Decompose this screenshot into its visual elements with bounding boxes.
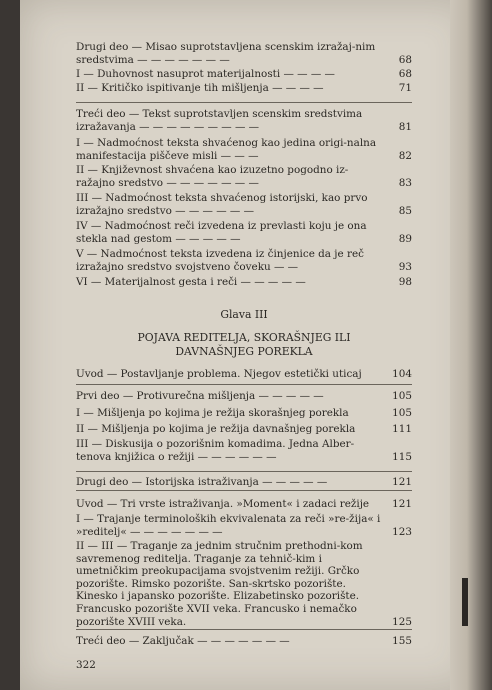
toc-entry-page: 81 bbox=[398, 120, 412, 133]
chapter-title-line-2: DAVNAŠNJEG POREKLA bbox=[175, 345, 313, 358]
toc-entry-page: 121 bbox=[392, 476, 412, 488]
toc-entry bbox=[76, 635, 412, 648]
toc-entry bbox=[76, 248, 412, 273]
toc-entry-page: 115 bbox=[392, 450, 412, 463]
chapter-title-line-1: POJAVA REDITELJA, SKORAŠNJEG ILI bbox=[137, 331, 351, 344]
toc-entry-page: 123 bbox=[392, 525, 412, 538]
toc-entry-text: I — Nadmoćnost teksta shvaćenog kao jedina origi-nalna manifestacija piščeve misli — — — bbox=[76, 137, 377, 162]
toc-entry bbox=[76, 438, 412, 463]
chapter-label: Glava III bbox=[220, 308, 268, 321]
toc-entry-page: 68 bbox=[398, 53, 412, 66]
section-divider bbox=[76, 384, 412, 385]
toc-entry-text: III — Nadmoćnost teksta shvaćenog istorijski, kao prvo izražajno sredstvo — — — — — — bbox=[76, 192, 368, 217]
toc-entry-text: Drugi deo — Misao suprotstavljena scenskim izražaj-nim sredstvima — — — — — — — bbox=[76, 41, 376, 66]
toc-entry-text: I — Duhovnost nasuprot materijalnosti — — — — bbox=[76, 68, 335, 80]
spine-mark bbox=[462, 578, 468, 626]
toc-entry-page: 125 bbox=[392, 615, 412, 628]
section-divider bbox=[76, 629, 412, 630]
toc-entry-page: 82 bbox=[398, 149, 412, 162]
toc-entry bbox=[76, 276, 412, 289]
toc-entry bbox=[76, 390, 412, 403]
toc-entry bbox=[76, 513, 412, 538]
toc-entry bbox=[76, 137, 412, 162]
toc-entry-text: I — Mišljenja po kojima je režija skorašnjeg porekla bbox=[76, 407, 349, 419]
toc-entry-text: I — Trajanje terminoloških ekvivalenata za reči »re-žija« i »reditelj« — — — — — — — bbox=[76, 513, 381, 538]
toc-entry-text: VI — Materijalnost gesta i reči — — — — — bbox=[76, 276, 306, 288]
toc-entry-page: 71 bbox=[398, 82, 412, 94]
toc-entry-page: 105 bbox=[392, 390, 412, 402]
toc-entry-page: 89 bbox=[398, 232, 412, 245]
toc-entry-text: Drugi deo — Istorijska istraživanja — — — — — bbox=[76, 476, 328, 488]
toc-entry bbox=[76, 82, 412, 95]
toc-entry-text: II — Književnost shvaćena kao izuzetno pogodno iz-ražajno sredstvo — — — — — — — bbox=[76, 164, 349, 189]
toc-entry bbox=[76, 423, 412, 436]
book-spine bbox=[450, 0, 492, 690]
toc-entry-page: 68 bbox=[398, 68, 412, 80]
toc-entry-text: Treći deo — Tekst suprotstavljen scenskim sredstvima izražavanja — — — — — — — — — bbox=[76, 108, 363, 133]
toc-entry-text: II — Mišljenja po kojima je režija davnašnjeg porekla bbox=[76, 423, 356, 435]
page-number: 322 bbox=[76, 659, 96, 671]
toc-entry-text: II — Kritičko ispitivanje tih mišljenja — — — — bbox=[76, 82, 324, 94]
section-divider bbox=[76, 471, 412, 472]
toc-entry-page: 104 bbox=[392, 368, 412, 380]
toc-entry bbox=[76, 407, 412, 420]
toc-entry-text: Uvod — Postavljanje problema. Njegov estetički uticaj bbox=[76, 368, 362, 380]
toc-entry-page: 83 bbox=[398, 176, 412, 189]
toc-entry-text: V — Nadmoćnost teksta izvedena iz činjenice da je reč izražajno sredstvo svojstveno čoveku — — bbox=[76, 248, 364, 273]
toc-entry-text: III — Diskusija o pozorišnim komadima. Jedna Alber-tenova knjižica o režiji — — — — — — bbox=[76, 438, 355, 463]
toc-entry bbox=[76, 68, 412, 81]
toc-entry-page: 93 bbox=[398, 260, 412, 273]
toc-entry-page: 155 bbox=[392, 635, 412, 647]
toc-entry bbox=[76, 368, 412, 381]
toc-entry-page: 105 bbox=[392, 407, 412, 419]
toc-entry bbox=[76, 498, 412, 511]
toc-entry bbox=[76, 108, 412, 133]
section-divider bbox=[76, 490, 412, 491]
toc-entry-text: IV — Nadmoćnost reči izvedena iz prevlasti koju je ona stekla nad gestom — — — — — bbox=[76, 220, 367, 245]
toc-entry bbox=[76, 164, 412, 189]
toc-entry bbox=[76, 192, 412, 217]
toc-entry-page: 121 bbox=[392, 498, 412, 510]
toc-entry-page: 111 bbox=[392, 423, 412, 435]
toc-entry bbox=[76, 220, 412, 245]
toc-entry-page: 98 bbox=[398, 276, 412, 288]
toc-entry-text: II — III — Traganje za jednim stručnim prethodni-kom savremenog reditelja. Traganje za tehnič-kim i umetničkim preokupacijama svojstvenim režiji. Grčko pozorište. Rimsko pozorište. San-skrtsko pozorište. Kinesko i japansko pozorište. Elizabetinsko pozorište. Francusko pozorište XVII veka. Francusko i nemačko pozorište XVIII veka. bbox=[76, 540, 363, 628]
toc-entry bbox=[76, 41, 412, 66]
section-divider bbox=[76, 102, 412, 103]
toc-entry bbox=[76, 476, 412, 489]
toc-entry-text: Prvi deo — Protivurečna mišljenja — — — — — bbox=[76, 390, 324, 402]
toc-entry-text: Treći deo — Zaključak — — — — — — — bbox=[76, 635, 290, 647]
toc-entry-text: Uvod — Tri vrste istraživanja. »Moment« i zadaci režije bbox=[76, 498, 370, 510]
toc-entry-page: 85 bbox=[398, 204, 412, 217]
toc-entry bbox=[76, 540, 412, 628]
